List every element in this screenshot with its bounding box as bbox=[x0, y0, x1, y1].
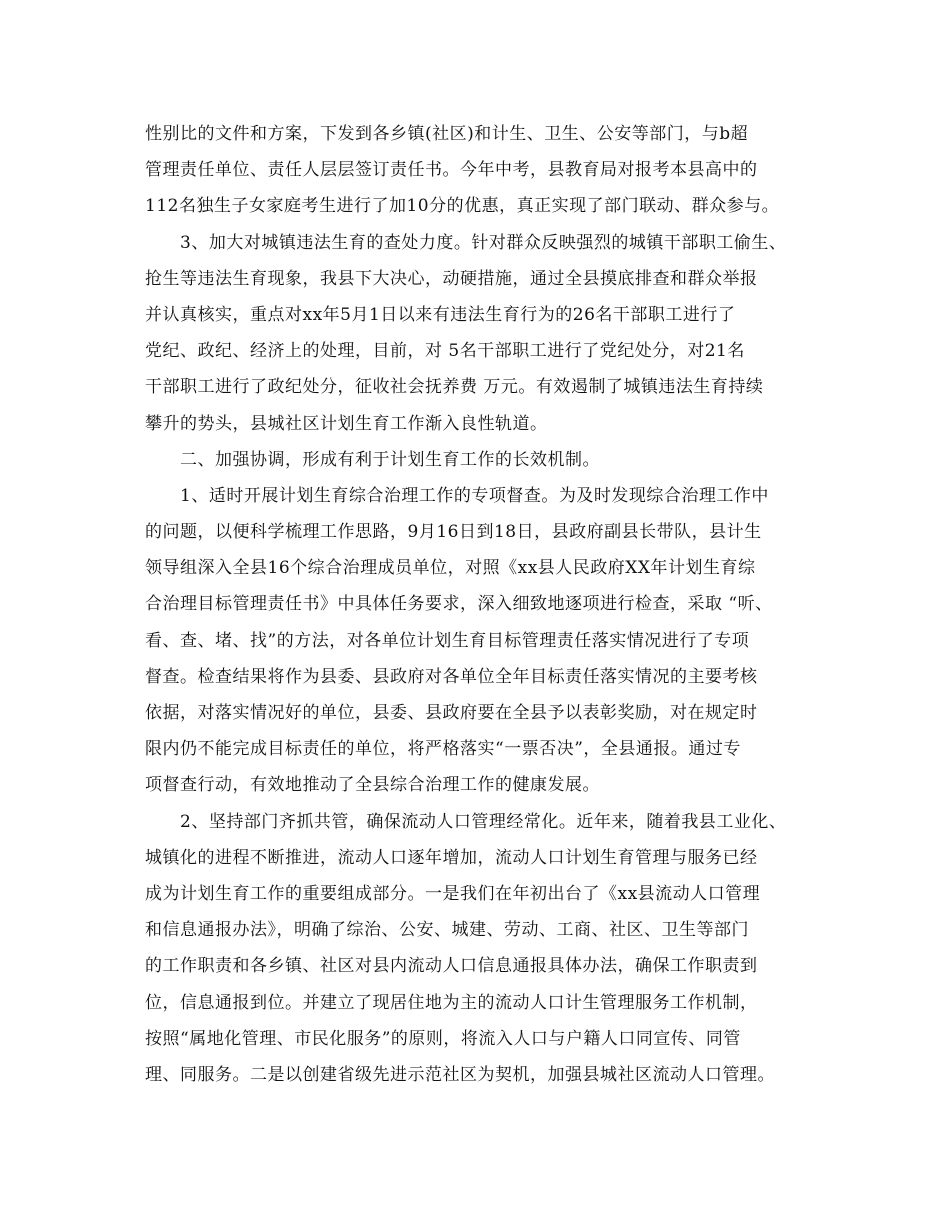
text-line: 位，信息通报到位。并建立了现居住地为主的流动人口计生管理服务工作机制， bbox=[145, 992, 758, 1013]
text-line: 并认真核实，重点对xx年5月1日以来有违法生育行为的26名干部职工进行了 bbox=[145, 304, 736, 325]
text-line: 的工作职责和各乡镇、社区对县内流动人口信息通报具体办法，确保工作职责到 bbox=[145, 956, 758, 977]
text-line: 依据，对落实情况好的单位，县委、县政府要在全县予以表彰奖励，对在规定时 bbox=[145, 703, 758, 723]
text-line: 限内仍不能完成目标责任的单位，将严格落实“一票否决”，全县通报。通过专 bbox=[145, 739, 741, 760]
text-line: 2、坚持部门齐抓共管，确保流动人口管理经常化。近年来，随着我县工业化、 bbox=[145, 811, 787, 832]
text-line: 攀升的势头，县城社区计划生育工作渐入良性轨道。 bbox=[145, 413, 548, 434]
text-line: 按照“属地化管理、市民化服务”的原则，将流入人口与户籍人口同宣传、同管 bbox=[145, 1028, 741, 1049]
text-line: 1、适时开展计划生育综合治理工作的专项督查。为及时发现综合治理工作中 bbox=[145, 485, 769, 506]
text-line: 看、查、堵、找”的方法，对各单位计划生育目标管理责任落实情况进行了专项 bbox=[145, 630, 750, 651]
text-line: 理、同服务。二是以创建省级先进示范社区为契机，加强县城社区流动人口管理。 bbox=[145, 1064, 775, 1085]
text-line: 3、加大对城镇违法生育的查处力度。针对群众反映强烈的城镇干部职工偷生、 bbox=[145, 232, 787, 253]
text-line: 管理责任单位、责任人层层签订责任书。今年中考，县教育局对报考本县高中的 bbox=[145, 160, 758, 181]
text-line: 督查。检查结果将作为县委、县政府对各单位全年目标责任落实情况的主要考核 bbox=[145, 666, 758, 687]
document-body bbox=[145, 116, 835, 1093]
text-line: 项督查行动，有效地推动了全县综合治理工作的健康发展。 bbox=[145, 775, 600, 796]
text-line: 的问题，以便科学梳理工作思路，9月16日到18日，县政府副县长带队，县计生 bbox=[145, 522, 762, 543]
text-line: 城镇化的进程不断推进，流动人口逐年增加，流动人口计划生育管理与服务已经 bbox=[145, 847, 758, 868]
text-line: 和信息通报办法》，明确了综治、公安、城建、劳动、工商、社区、卫生等部门 bbox=[145, 920, 749, 941]
text-line: 成为计划生育工作的重要组成部分。一是我们在年初出台了《xx县流动人口管理 bbox=[145, 883, 761, 904]
section-heading: 二、加强协调，形成有利于计划生育工作的长效机制。 bbox=[145, 449, 600, 470]
text-line: 党纪、政纪、经济上的处理，目前，对 5名干部职工进行了党纪处分，对21名 bbox=[145, 341, 745, 362]
text-line: 领导组深入全县16个综合治理成员单位，对照《xx县人民政府XX年计划生育综 bbox=[145, 558, 756, 579]
text-line: 抢生等违法生育现象，我县下大决心，动硬措施，通过全县摸底排查和群众举报 bbox=[145, 268, 758, 289]
text-line: 112名独生子女家庭考生进行了加10分的优惠，真正实现了部门联动、群众参与。 bbox=[145, 196, 780, 217]
text-line: 合治理目标管理责任书》中具体任务要求，深入细致地逐项进行检查，采取 “听、 bbox=[145, 594, 773, 615]
text-line: 性别比的文件和方案，下发到各乡镇(社区)和计生、卫生、公安等部门，与b超 bbox=[145, 124, 749, 144]
text-line: 干部职工进行了政纪处分，征收社会抚养费 万元。有效遏制了城镇违法生育持续 bbox=[145, 377, 764, 398]
